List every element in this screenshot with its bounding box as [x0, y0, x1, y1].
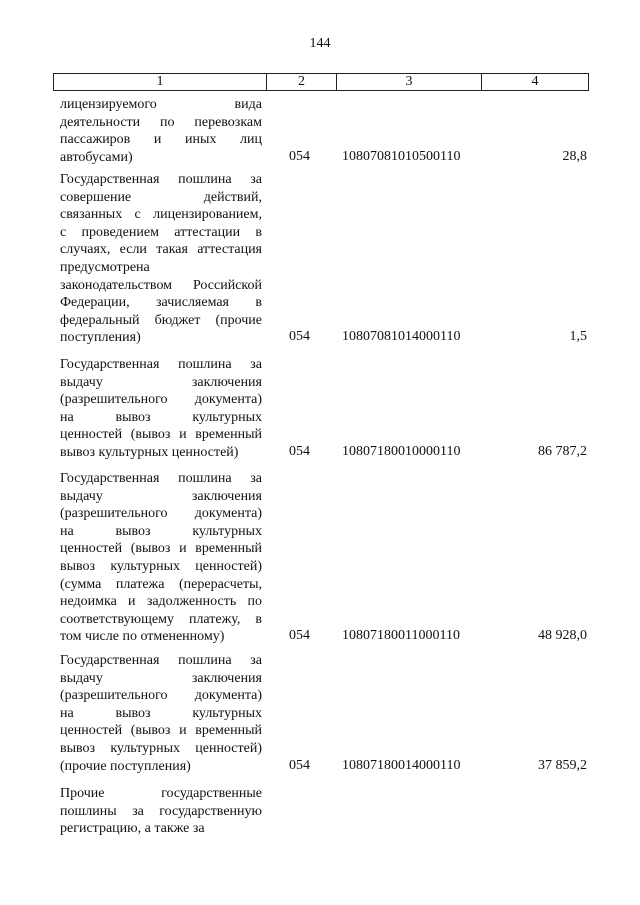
row-amount: 86 787,2 — [538, 444, 587, 459]
row-amount: 28,8 — [562, 148, 587, 164]
column-header-1: 1 — [54, 74, 267, 91]
row-amount: 48 928,0 — [538, 628, 587, 644]
description-line: ценностей (вывоз и временный — [60, 541, 262, 557]
description-line: вывоз культурных ценностей) — [60, 444, 239, 460]
description-line: выдачу заключения — [60, 488, 262, 504]
page-number: 144 — [309, 36, 331, 51]
row-code: 054 — [289, 329, 310, 345]
description-line: на вывоз культурных — [60, 523, 262, 539]
description-line: вывоз культурных ценностей) — [60, 740, 262, 756]
row-description — [60, 96, 262, 166]
description-line: Прочие государственные — [60, 786, 262, 801]
description-line: деятельности по перевозкам — [60, 114, 262, 130]
description-line: пошлины за государственную — [60, 803, 262, 819]
description-line: недоимка и задолженность по — [60, 594, 262, 610]
description-line: с проведением аттестации в — [60, 224, 262, 240]
row-code: 054 — [289, 148, 310, 164]
description-line: Федерации, зачисляемая в — [60, 295, 262, 311]
description-line: на вывоз культурных — [60, 705, 262, 721]
column-header-2: 2 — [267, 74, 337, 91]
description-line: предусмотрена — [60, 259, 150, 275]
description-line: (сумма платежа (перерасчеты, — [60, 576, 262, 592]
description-line: связанных с лицензированием, — [60, 207, 262, 223]
description-line: Государственная пошлина за — [60, 172, 262, 187]
description-line: ценностей (вывоз и временный — [60, 427, 262, 443]
description-line: на вывоз культурных — [60, 409, 262, 425]
row-kbk: 10807180014000110 — [342, 757, 461, 773]
description-line: пассажиров и иных лиц — [60, 132, 262, 148]
description-line: соответствующему платежу, в — [60, 611, 262, 627]
description-line: (прочие поступления) — [60, 758, 191, 774]
row-amount: 37 859,2 — [538, 757, 587, 773]
description-line: совершение действий, — [60, 189, 262, 205]
row-description — [60, 470, 262, 646]
description-line: выдачу заключения — [60, 374, 262, 390]
description-line: вывоз культурных ценностей) — [60, 558, 262, 574]
column-header-row — [53, 73, 589, 91]
description-line: случаях, если такая аттестация — [60, 242, 262, 258]
row-code: 054 — [289, 628, 310, 644]
column-header-3: 3 — [337, 74, 482, 91]
description-line: Государственная пошлина за — [60, 471, 262, 486]
row-kbk: 10807081014000110 — [342, 329, 461, 345]
description-line: (разрешительного документа) — [60, 392, 262, 408]
description-line: федеральный бюджет (прочие — [60, 312, 262, 328]
description-line: Государственная пошлина за — [60, 653, 262, 668]
description-line: (разрешительного документа) — [60, 688, 262, 704]
description-line: регистрацию, а также за — [60, 821, 205, 837]
row-description — [60, 652, 262, 775]
row-kbk: 10807081010500110 — [342, 148, 461, 164]
description-line: поступления) — [60, 330, 141, 346]
row-description — [60, 785, 262, 838]
description-line: ценностей (вывоз и временный — [60, 723, 262, 739]
row-description — [60, 171, 262, 347]
row-code: 054 — [289, 757, 310, 773]
row-amount: 1,5 — [569, 329, 587, 345]
description-line: автобусами) — [60, 149, 133, 165]
row-kbk: 10807180011000110 — [342, 628, 460, 644]
column-header-4: 4 — [482, 74, 589, 91]
description-line: выдачу заключения — [60, 670, 262, 686]
description-line: (разрешительного документа) — [60, 506, 262, 522]
description-line: том числе по отмененному) — [60, 629, 225, 645]
row-code: 054 — [289, 444, 310, 459]
description-line: законодательством Российской — [60, 277, 262, 293]
description-line: лицензируемого вида — [60, 97, 262, 112]
row-kbk: 10807180010000110 — [342, 444, 461, 459]
description-line: Государственная пошлина за — [60, 357, 262, 372]
row-description — [60, 356, 262, 462]
